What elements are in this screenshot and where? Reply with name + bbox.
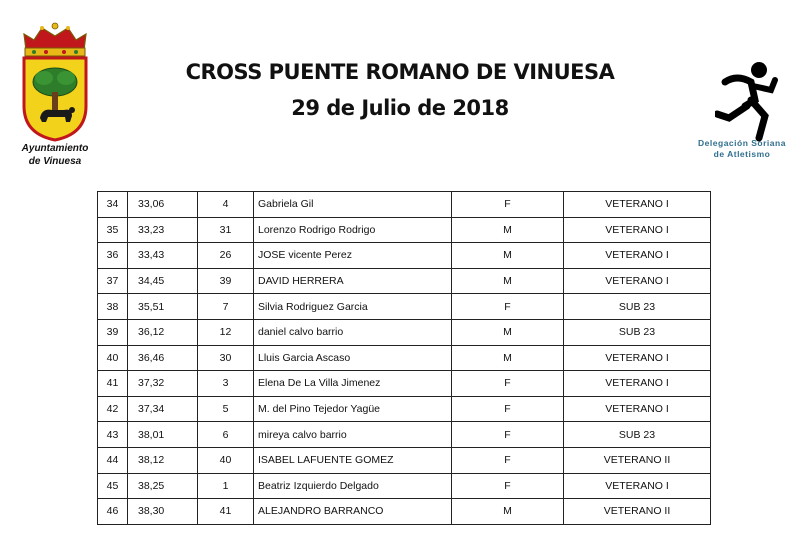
bib-number-cell: 39 (198, 268, 254, 294)
table-row (98, 345, 711, 371)
position-cell: 44 (98, 447, 128, 473)
category-cell: VETERANO II (564, 499, 711, 525)
sex-cell: F (452, 422, 564, 448)
table-row (98, 217, 711, 243)
sex-cell: M (452, 345, 564, 371)
bib-number-cell: 31 (198, 217, 254, 243)
category-cell: VETERANO II (564, 447, 711, 473)
time-cell: 33,23 (128, 217, 198, 243)
sex-cell: M (452, 243, 564, 269)
page-title: CROSS PUENTE ROMANO DE VINUESA (185, 60, 615, 84)
table-row (98, 371, 711, 397)
table-row (98, 422, 711, 448)
time-cell: 36,46 (128, 345, 198, 371)
bib-number-cell: 12 (198, 319, 254, 345)
bib-number-cell: 7 (198, 294, 254, 320)
category-cell: SUB 23 (564, 294, 711, 320)
position-cell: 34 (98, 192, 128, 218)
category-cell: VETERANO I (564, 345, 711, 371)
position-cell: 35 (98, 217, 128, 243)
athlete-name-cell: Beatriz Izquierdo Delgado (254, 473, 452, 499)
table-row (98, 473, 711, 499)
athlete-name-cell: JOSE vicente Perez (254, 243, 452, 269)
category-cell: SUB 23 (564, 422, 711, 448)
athlete-name-cell: ISABEL LAFUENTE GOMEZ (254, 447, 452, 473)
table-row (98, 499, 711, 525)
sex-cell: M (452, 319, 564, 345)
sex-cell: F (452, 473, 564, 499)
event-date: 29 de Julio de 2018 (291, 96, 509, 120)
category-cell: VETERANO I (564, 243, 711, 269)
athlete-name-cell: Gabriela Gil (254, 192, 452, 218)
bib-number-cell: 40 (198, 447, 254, 473)
position-cell: 40 (98, 345, 128, 371)
runner-silhouette-icon (715, 60, 779, 142)
bib-number-cell: 26 (198, 243, 254, 269)
athlete-name-cell: Silvia Rodriguez Garcia (254, 294, 452, 320)
sex-cell: M (452, 268, 564, 294)
sex-cell: F (452, 371, 564, 397)
table-row (98, 447, 711, 473)
time-cell: 38,30 (128, 499, 198, 525)
sex-cell: F (452, 396, 564, 422)
athlete-name-cell: daniel calvo barrio (254, 319, 452, 345)
table-row (98, 243, 711, 269)
athlete-name-cell: Lorenzo Rodrigo Rodrigo (254, 217, 452, 243)
bib-number-cell: 5 (198, 396, 254, 422)
table-row (98, 396, 711, 422)
sex-cell: F (452, 192, 564, 218)
federation-caption (690, 138, 794, 160)
category-cell: VETERANO I (564, 217, 711, 243)
athlete-name-cell: Elena De La Villa Jimenez (254, 371, 452, 397)
bib-number-cell: 30 (198, 345, 254, 371)
athlete-name-cell: mireya calvo barrio (254, 422, 452, 448)
category-cell: VETERANO I (564, 396, 711, 422)
bib-number-cell: 1 (198, 473, 254, 499)
time-cell: 37,34 (128, 396, 198, 422)
category-cell: VETERANO I (564, 371, 711, 397)
results-body (98, 192, 711, 525)
sex-cell: M (452, 499, 564, 525)
crest-caption-line2: de Vinuesa (28, 156, 82, 167)
time-cell: 33,43 (128, 243, 198, 269)
bib-number-cell: 6 (198, 422, 254, 448)
position-cell: 37 (98, 268, 128, 294)
category-cell: VETERANO I (564, 268, 711, 294)
time-cell: 35,51 (128, 294, 198, 320)
sex-cell: F (452, 447, 564, 473)
sex-cell: F (452, 294, 564, 320)
athlete-name-cell: DAVID HERRERA (254, 268, 452, 294)
bib-number-cell: 4 (198, 192, 254, 218)
time-cell: 38,25 (128, 473, 198, 499)
category-cell: VETERANO I (564, 192, 711, 218)
category-cell: SUB 23 (564, 319, 711, 345)
table-row (98, 268, 711, 294)
athlete-name-cell: ALEJANDRO BARRANCO (254, 499, 452, 525)
position-cell: 43 (98, 422, 128, 448)
position-cell: 36 (98, 243, 128, 269)
time-cell: 38,01 (128, 422, 198, 448)
time-cell: 33,06 (128, 192, 198, 218)
crest-caption-line1: Ayuntamiento (21, 143, 89, 154)
time-cell: 36,12 (128, 319, 198, 345)
athlete-name-cell: M. del Pino Tejedor Yagüe (254, 396, 452, 422)
position-cell: 38 (98, 294, 128, 320)
table-row (98, 319, 711, 345)
table-row (98, 294, 711, 320)
position-cell: 42 (98, 396, 128, 422)
athlete-name-cell: Lluis Garcia Ascaso (254, 345, 452, 371)
position-cell: 45 (98, 473, 128, 499)
time-cell: 38,12 (128, 447, 198, 473)
results-table (97, 191, 711, 525)
sex-cell: M (452, 217, 564, 243)
crest-caption (5, 142, 105, 168)
federation-caption-line1: Delegación Soriana (698, 138, 786, 148)
position-cell: 41 (98, 371, 128, 397)
federation-caption-line2: de Atletismo (713, 149, 771, 159)
category-cell: VETERANO I (564, 473, 711, 499)
time-cell: 37,32 (128, 371, 198, 397)
bib-number-cell: 3 (198, 371, 254, 397)
time-cell: 34,45 (128, 268, 198, 294)
bib-number-cell: 41 (198, 499, 254, 525)
position-cell: 39 (98, 319, 128, 345)
table-row (98, 192, 711, 218)
position-cell: 46 (98, 499, 128, 525)
